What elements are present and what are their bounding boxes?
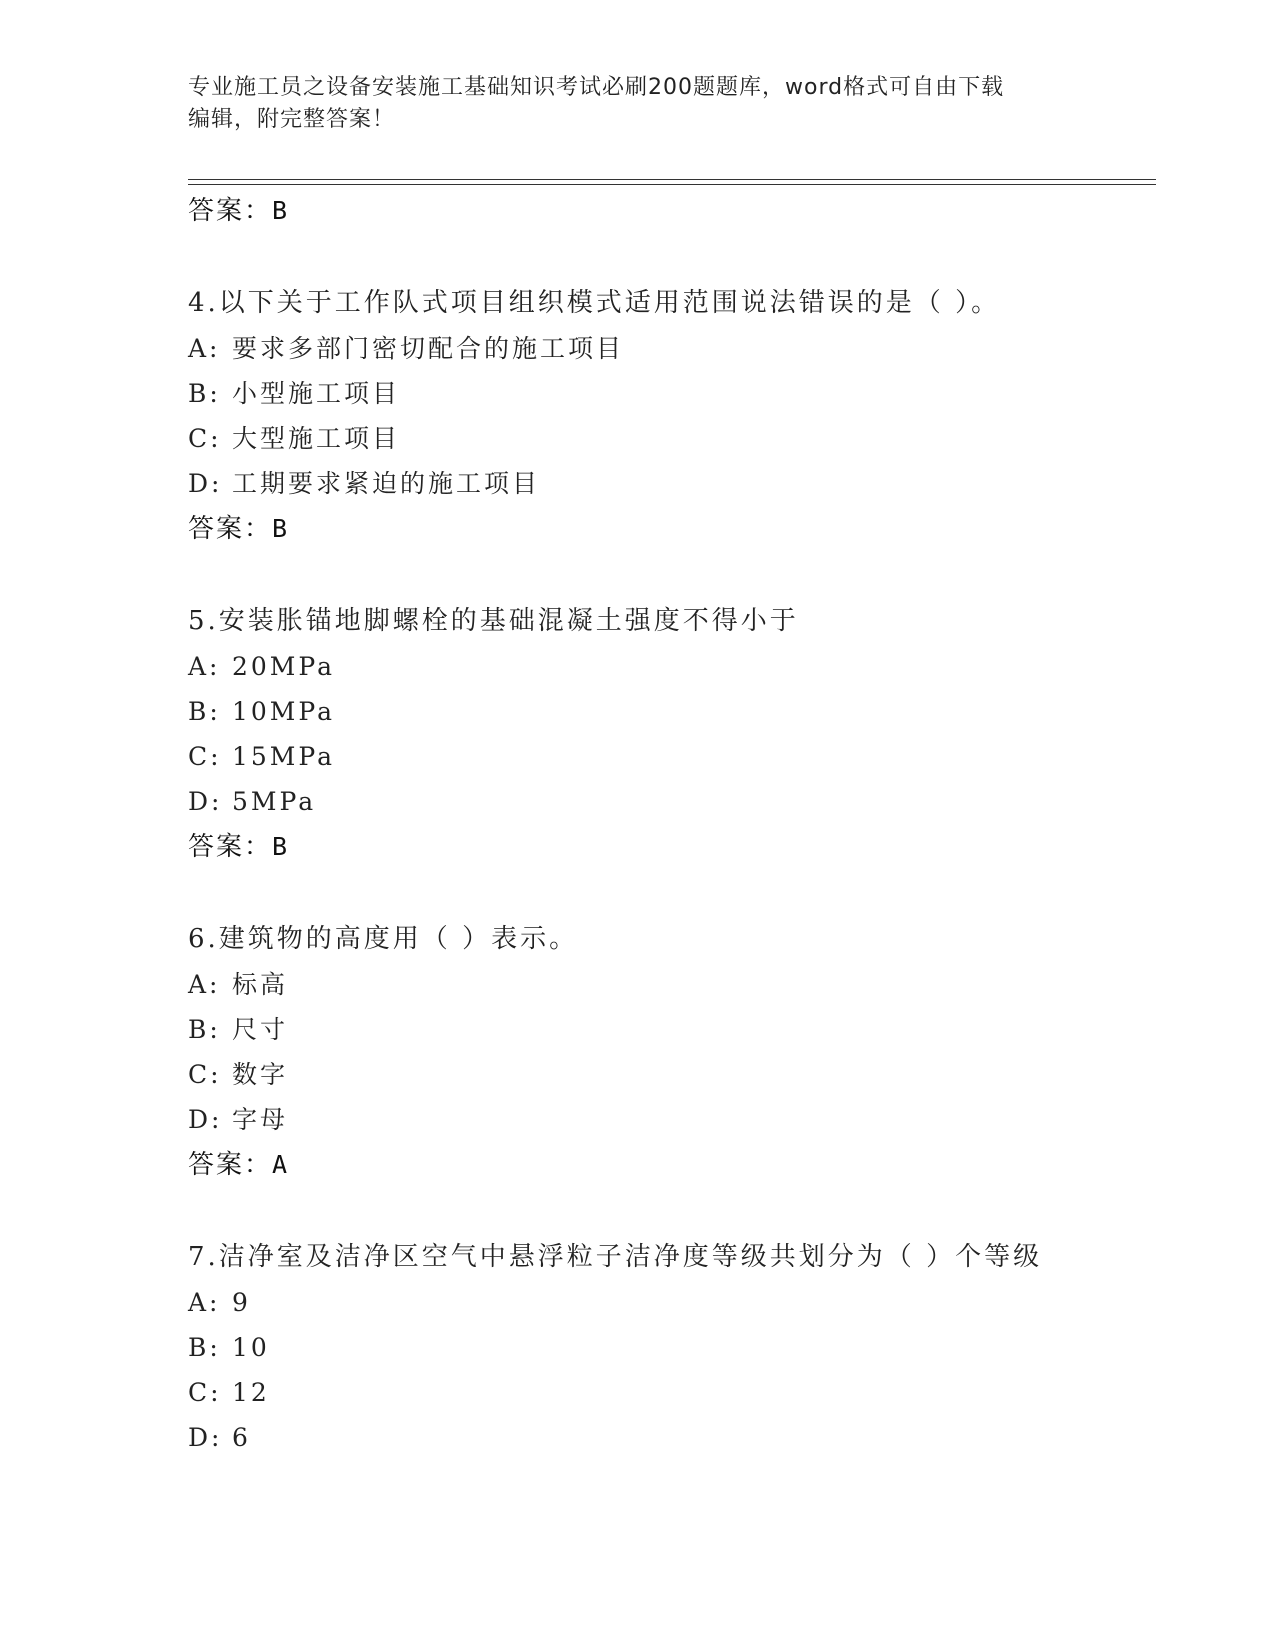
question-stem: 7.洁净室及洁净区空气中悬浮粒子洁净度等级共划分为（ ）个等级: [188, 1242, 1043, 1272]
answer-value: B: [272, 832, 288, 861]
answer-label: 答案：: [188, 1150, 273, 1180]
option-key: A:: [188, 1288, 221, 1317]
option-b: [188, 1325, 1156, 1370]
question-item: [188, 598, 1156, 869]
header-divider-top: [188, 179, 1156, 180]
option-text: 6: [232, 1423, 251, 1452]
option-a: [188, 1280, 1156, 1325]
option-text: 5MPa: [232, 787, 317, 816]
option-key: A:: [188, 652, 221, 681]
option-key: C:: [188, 742, 222, 771]
answer-line: [188, 188, 1156, 233]
option-a: [188, 644, 1156, 689]
option-key: B:: [188, 697, 221, 726]
option-text: 尺寸: [232, 1015, 289, 1044]
option-key: B:: [188, 1015, 221, 1044]
header-divider-bottom: [188, 184, 1156, 185]
option-key: D:: [188, 1423, 223, 1452]
document-header: [188, 72, 1088, 136]
answer-label: 答案：: [188, 832, 273, 862]
question-item: [188, 916, 1156, 1187]
answer-line: [188, 824, 1156, 869]
option-text: 标高: [232, 970, 289, 999]
option-text: 12: [232, 1378, 270, 1407]
option-d: [188, 779, 1156, 824]
option-text: 小型施工项目: [232, 379, 401, 408]
option-d: [188, 461, 1156, 506]
answer-label: 答案：: [188, 196, 273, 226]
option-text: 字母: [232, 1105, 289, 1134]
option-c: [188, 734, 1156, 779]
option-a: [188, 326, 1156, 371]
question-stem: 4.以下关于工作队式项目组织模式适用范围说法错误的是（ ）。: [188, 288, 1001, 318]
question-list: [188, 188, 1156, 1460]
option-key: A:: [188, 334, 221, 363]
option-a: [188, 962, 1156, 1007]
answer-value: B: [272, 196, 288, 225]
option-key: D:: [188, 1105, 223, 1134]
option-text: 要求多部门密切配合的施工项目: [232, 334, 625, 363]
option-c: [188, 1370, 1156, 1415]
option-d: [188, 1415, 1156, 1460]
option-key: D:: [188, 469, 223, 498]
option-key: D:: [188, 787, 223, 816]
header-line-2: 编辑，附完整答案！: [188, 107, 396, 132]
answer-value: B: [272, 514, 288, 543]
option-c: [188, 1052, 1156, 1097]
option-key: C:: [188, 424, 222, 453]
option-text: 大型施工项目: [232, 424, 401, 453]
answer-line: [188, 1142, 1156, 1187]
question-item: [188, 280, 1156, 551]
option-key: A:: [188, 970, 221, 999]
option-text: 10MPa: [232, 697, 336, 726]
question-stem: 5.安装胀锚地脚螺栓的基础混凝土强度不得小于: [188, 606, 799, 636]
option-text: 9: [232, 1288, 251, 1317]
option-c: [188, 416, 1156, 461]
option-text: 15MPa: [232, 742, 336, 771]
question-item: [188, 1234, 1156, 1460]
option-b: [188, 1007, 1156, 1052]
option-key: B:: [188, 379, 221, 408]
option-key: C:: [188, 1378, 222, 1407]
answer-label: 答案：: [188, 514, 273, 544]
option-b: [188, 689, 1156, 734]
answer-line: [188, 506, 1156, 551]
question-stem: 6.建筑物的高度用（ ）表示。: [188, 924, 579, 954]
option-key: C:: [188, 1060, 222, 1089]
option-text: 10: [232, 1333, 270, 1362]
option-key: B:: [188, 1333, 221, 1362]
answer-value: A: [272, 1150, 288, 1179]
option-d: [188, 1097, 1156, 1142]
option-text: 工期要求紧迫的施工项目: [232, 469, 541, 498]
header-line-1: 专业施工员之设备安装施工基础知识考试必刷200题题库，word格式可自由下载: [188, 75, 1005, 100]
option-b: [188, 371, 1156, 416]
option-text: 20MPa: [232, 652, 336, 681]
option-text: 数字: [232, 1060, 289, 1089]
